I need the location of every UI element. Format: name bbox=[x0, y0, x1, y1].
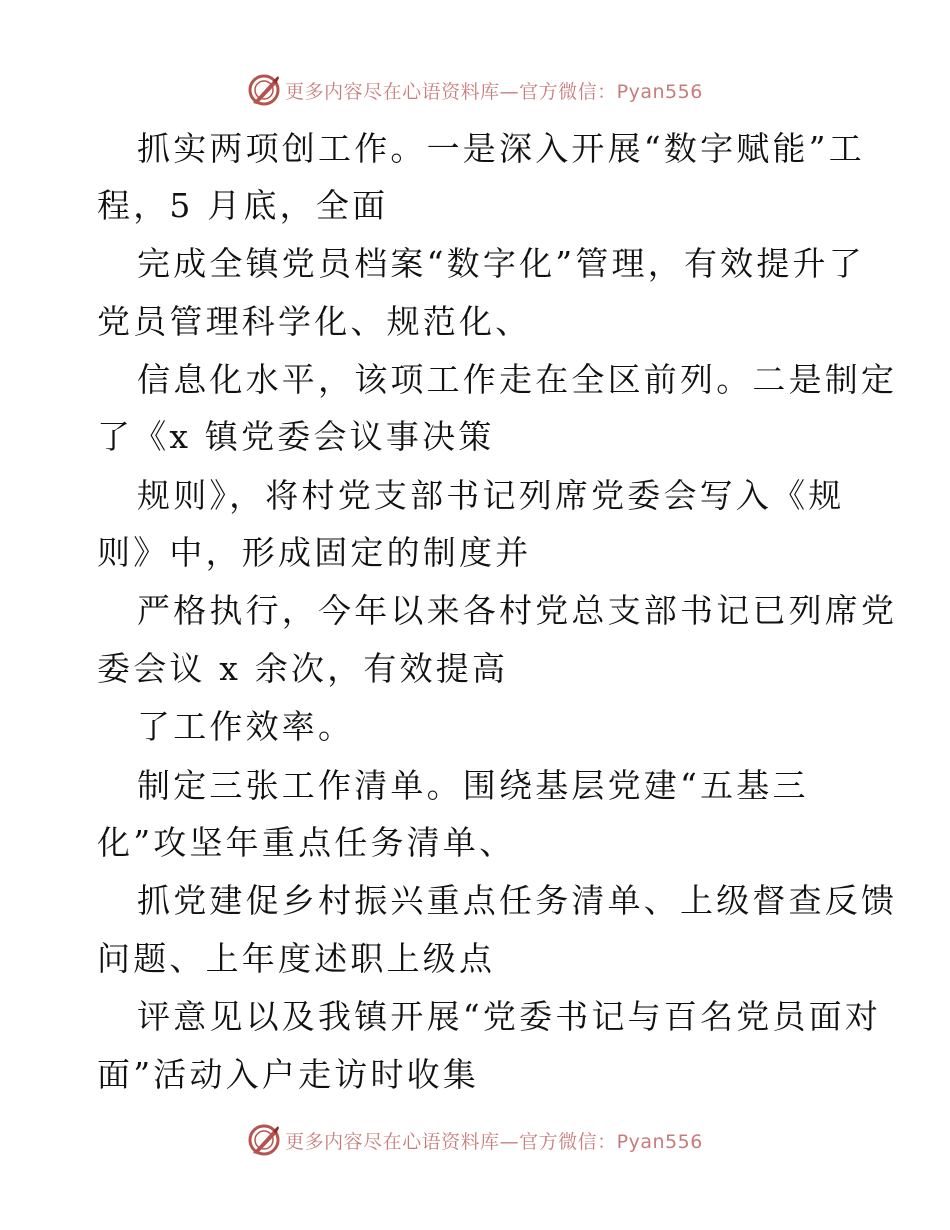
body-line: 完成全镇党员档案“数字化”管理，有效提升了 bbox=[137, 244, 865, 283]
body-line: 了《x 镇党委会议事决策 bbox=[97, 417, 495, 456]
body-line: 严格执行，今年以来各村党总支部书记已列席党 bbox=[137, 591, 898, 630]
body-line: 则》中，形成固定的制度并 bbox=[97, 533, 532, 572]
body-line: 化”攻坚年重点任务清单、 bbox=[97, 823, 516, 862]
body-line: 程，5 月底，全面 bbox=[97, 186, 389, 225]
body-line: 抓党建促乡村振兴重点任务清单、上级督查反馈 bbox=[137, 881, 898, 920]
watermark-text: 更多内容尽在心语资料库—官方微信：Pyan556 bbox=[285, 1130, 703, 1153]
body-line: 规则》，将村党支部书记列席党委会写入《规 bbox=[137, 476, 845, 515]
pen-logo-icon bbox=[247, 73, 281, 107]
body-line: 评意见以及我镇开展“党委书记与百名党员面对 bbox=[137, 997, 882, 1036]
footer-watermark bbox=[0, 1120, 950, 1160]
body-line: 了工作效率。 bbox=[137, 707, 355, 746]
body-line: 信息化水平，该项工作走在全区前列。二是制定 bbox=[137, 360, 898, 399]
body-line: 问题、上年度述职上级点 bbox=[97, 939, 496, 978]
body-line: 抓实两项创工作。一是深入开展“数字赋能”工 bbox=[137, 129, 865, 168]
header-watermark bbox=[0, 70, 950, 110]
watermark-text: 更多内容尽在心语资料库—官方微信：Pyan556 bbox=[285, 80, 703, 103]
pen-logo-icon bbox=[247, 1123, 281, 1157]
body-line: 委会议 x 余次，有效提高 bbox=[97, 649, 509, 688]
body-line: 制定三张工作清单。围绕基层党建“五基三 bbox=[137, 766, 809, 805]
body-line: 面”活动入户走访时收集 bbox=[97, 1055, 480, 1094]
body-line: 党员管理科学化、规范化、 bbox=[97, 302, 532, 341]
